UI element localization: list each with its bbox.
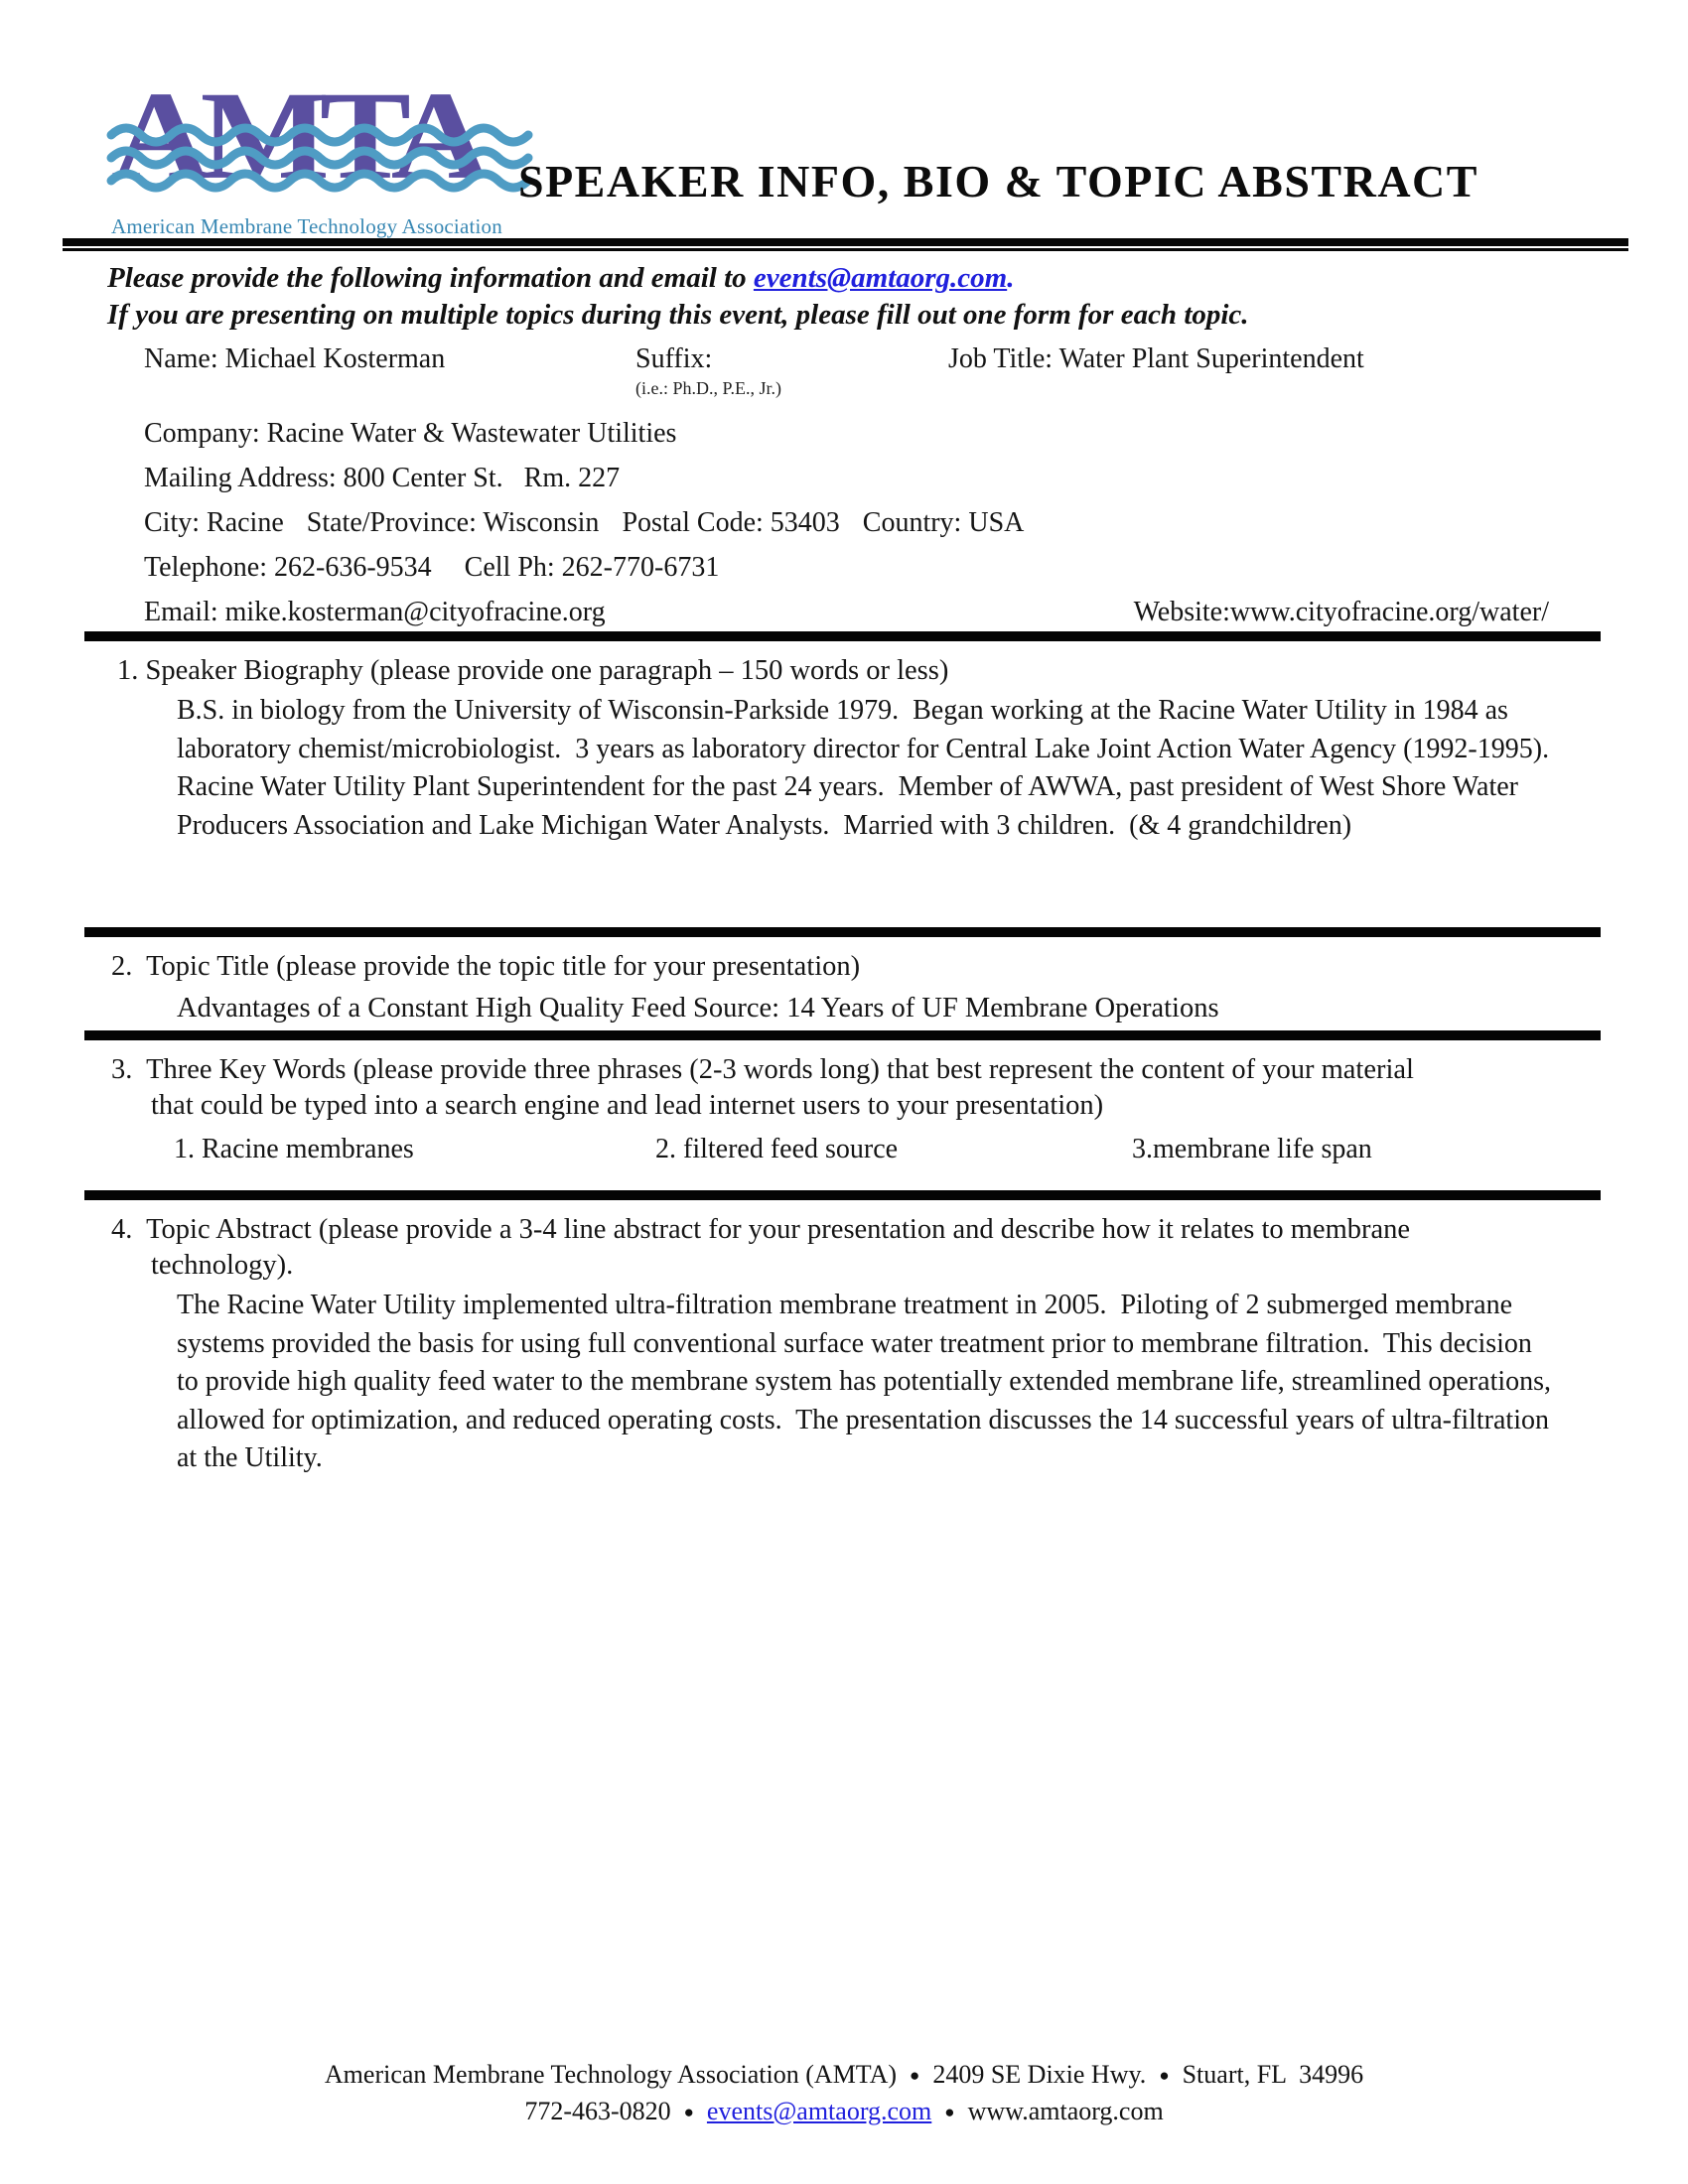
page-footer	[0, 2057, 1688, 2130]
instruction-line-1-period: .	[1007, 262, 1015, 294]
email-website-row	[144, 590, 1549, 634]
section-1-heading: 1. Speaker Biography (please provide one paragraph – 150 words or less)	[117, 655, 949, 686]
city-field	[144, 507, 284, 538]
website-field	[1134, 590, 1549, 634]
footer-email-link[interactable]: events@amtaorg.com	[706, 2097, 932, 2125]
city-value: Racine	[207, 507, 284, 538]
section-3-heading-line-1: 3. Three Key Words (please provide three phrases (2-3 words long) that best represent the content of your material	[111, 1054, 1414, 1085]
section-divider	[84, 631, 1601, 641]
name-row	[144, 341, 1549, 411]
keyword-item-3: 3.membrane life span	[1132, 1134, 1372, 1164]
footer-line-1	[0, 2057, 1688, 2094]
mailing-address-value: 800 Center St. Rm. 227	[343, 463, 621, 493]
topic-title-answer: Advantages of a Constant High Quality Feed Source: 14 Years of UF Membrane Operations	[177, 993, 1219, 1024]
website-label: Website:	[1133, 597, 1230, 627]
state-value: Wisconsin	[483, 507, 600, 538]
contact-fields	[144, 341, 1549, 634]
mailing-address-label: Mailing Address:	[144, 463, 337, 493]
logo-tagline: American Membrane Technology Association	[111, 214, 502, 238]
bullet-separator: ●	[910, 2066, 920, 2085]
speaker-biography-text: B.S. in biology from the University of Wisconsin-Parkside 1979. Began working at the Racine Water Utility in 1984 as laboratory chemist/microbiologist. 3 years as laboratory director for Central Lake Joint Action Water Agency (1992-1995). Racine Water Utility Plant Superintendent for the past 24 years. Member of AWWA, past president of West Shore Water Producers Association and Lake Michigan Water Analysts. Married with 3 children. (& 4 grandchildren)	[177, 695, 1564, 841]
form-instructions	[107, 260, 1577, 334]
company-label: Company:	[144, 418, 260, 449]
footer-address: 2409 SE Dixie Hwy.	[932, 2060, 1147, 2089]
postal-code-field	[622, 507, 839, 538]
header-double-rule	[63, 238, 1628, 251]
footer-phone: 772-463-0820	[524, 2097, 671, 2125]
state-field	[307, 507, 600, 538]
mailing-address-row	[144, 456, 1549, 500]
name-value: Michael Kosterman	[224, 343, 446, 374]
company-value: Racine Water & Wastewater Utilities	[266, 418, 677, 449]
telephone-label: Telephone:	[144, 552, 267, 583]
email-label: Email:	[144, 597, 218, 627]
keyword-item-2: 2. filtered feed source	[655, 1134, 899, 1164]
section-topic-abstract	[0, 1190, 1688, 1478]
website-value: www.cityofracine.org/water/	[1229, 597, 1549, 627]
suffix-label: Suffix:	[635, 343, 713, 374]
amta-logo-acronym: AMTA	[111, 65, 481, 205]
topic-abstract-text: The Racine Water Utility implemented ultra-filtration membrane treatment in 2005. Piloting of 2 submerged membrane systems provided the basis for using full conventional surface water treatment prior to membrane filtration. This decision to provide high quality feed water to the membrane system has potentially extended membrane life, streamlined operations, allowed for optimization, and reduced operating costs. The presentation discusses the 14 successful years of ultra-filtration at the Utility.	[177, 1290, 1559, 1473]
bullet-separator: ●	[683, 2103, 694, 2121]
suffix-hint: (i.e.: Ph.D., P.E., Jr.)	[635, 378, 782, 398]
section-divider	[84, 1190, 1601, 1200]
section-3-heading-line-2: that could be typed into a search engine and lead internet users to your presentation)	[151, 1090, 1104, 1121]
section-4-heading-line-1: 4. Topic Abstract (please provide a 3-4 line abstract for your presentation and describe how it relates to membrane	[111, 1214, 1411, 1245]
postal-code-value: 53403	[770, 507, 840, 538]
section-divider	[84, 1030, 1601, 1040]
bullet-separator: ●	[944, 2103, 955, 2121]
footer-website: www.amtaorg.com	[967, 2097, 1164, 2125]
telephone-value: 262-636-9534	[274, 552, 432, 583]
amta-logo-mark	[111, 65, 528, 212]
country-label: Country:	[862, 507, 962, 538]
section-key-words	[0, 1030, 1688, 1169]
footer-city: Stuart, FL 34996	[1182, 2060, 1364, 2089]
job-title-label: Job Title:	[948, 343, 1054, 374]
keyword-item-1: 1. Racine membranes	[174, 1134, 414, 1164]
section-speaker-biography	[0, 631, 1688, 845]
email-field	[144, 590, 606, 634]
instruction-line-1-text: Please provide the following information and email to	[107, 262, 754, 294]
city-label: City:	[144, 507, 201, 538]
telephone-field	[144, 552, 432, 583]
section-divider	[84, 927, 1601, 937]
country-value: USA	[968, 507, 1025, 538]
job-title-field	[948, 341, 1549, 411]
name-label: Name:	[144, 343, 218, 374]
instruction-line-2: If you are presenting on multiple topics during this event, please fill out one form for each topic.	[107, 299, 1249, 331]
instruction-line-1	[107, 260, 1577, 297]
phone-row	[144, 545, 1549, 590]
bullet-separator: ●	[1159, 2066, 1170, 2085]
job-title-value: Water Plant Superintendent	[1058, 343, 1364, 374]
cell-phone-value: 262-770-6731	[561, 552, 720, 583]
name-field	[144, 341, 635, 411]
cell-phone-label: Cell Ph:	[464, 552, 555, 583]
city-state-row	[144, 500, 1549, 545]
company-row	[144, 411, 1549, 456]
water-waves-icon	[105, 121, 534, 199]
section-4-heading-line-2: technology).	[151, 1250, 294, 1281]
keywords-row	[174, 1130, 1688, 1169]
country-field	[863, 507, 1025, 538]
state-label: State/Province:	[306, 507, 477, 538]
cell-phone-field	[465, 552, 720, 583]
footer-org: American Membrane Technology Association (AMTA)	[324, 2060, 898, 2089]
page-title: SPEAKER INFO, BIO & TOPIC ABSTRACT	[518, 156, 1478, 206]
email-value: mike.kosterman@cityofracine.org	[224, 597, 606, 627]
postal-code-label: Postal Code:	[622, 507, 764, 538]
section-2-heading: 2. Topic Title (please provide the topic title for your presentation)	[111, 951, 861, 982]
section-topic-title	[0, 927, 1688, 1028]
footer-line-2	[0, 2094, 1688, 2130]
amta-logo	[111, 65, 528, 238]
events-email-link[interactable]: events@amtaorg.com	[753, 262, 1008, 294]
suffix-field	[635, 341, 948, 411]
